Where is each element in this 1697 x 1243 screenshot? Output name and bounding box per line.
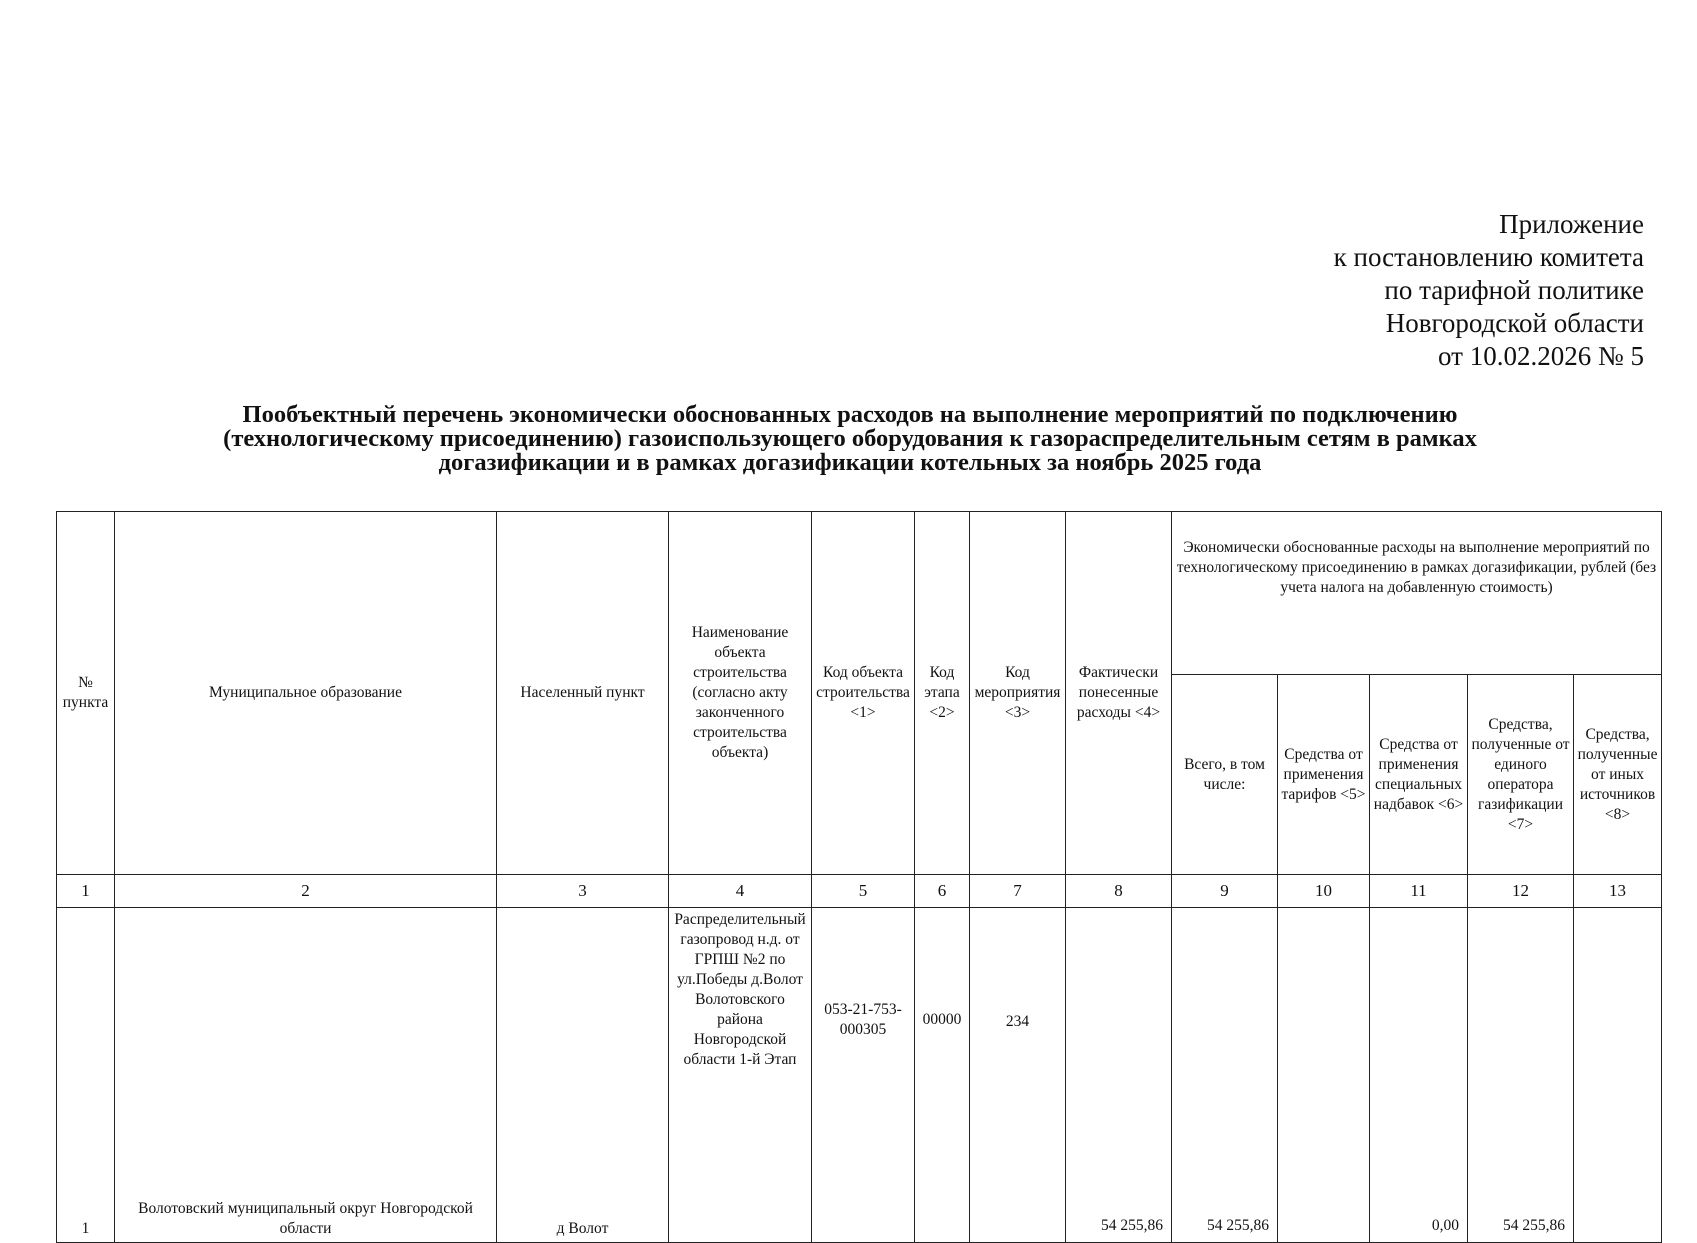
header-group-expenses: Экономически обоснованные расходы на выполнение мероприятий по технологическому присоединению в рамках догазификации, рублей (без учета налога на добавленную стоимость) (1172, 512, 1662, 675)
header-object-code: Код объекта строительства <1> (812, 512, 915, 875)
column-number: 9 (1172, 875, 1278, 908)
header-municipality: Муниципальное образование (115, 512, 497, 875)
appendix-header (1334, 208, 1644, 373)
appendix-date-line: от 10.02.2026 № 5 (1438, 341, 1644, 371)
column-number: 13 (1574, 875, 1662, 908)
appendix-line: Новгородской области (1385, 308, 1644, 338)
header-other-sources: Средства, полученные от иных источников <8> (1574, 675, 1662, 875)
title-line: догазификации и в рамках догазификации котельных за ноябрь 2025 года (438, 449, 1262, 476)
column-number: 2 (115, 875, 497, 908)
row-total: 54 255,86 (1172, 908, 1278, 1243)
row-single-operator: 54 255,86 (1468, 908, 1574, 1243)
column-number: 1 (57, 875, 115, 908)
title-line: Пообъектный перечень экономически обоснованных расходов на выполнение мероприятий по подключению (242, 401, 1458, 428)
header-tariffs: Средства от применения тарифов <5> (1278, 675, 1370, 875)
row-object-name: Распределительный газопровод н.д. от ГРПШ №2 по ул.Победы д.Волот Волотовского района Новгородской области 1-й Этап (669, 908, 812, 1243)
expenses-table (56, 511, 1662, 1243)
header-settlement: Населенный пункт (497, 512, 669, 875)
row-settlement: д Волот (497, 908, 669, 1243)
appendix-line: Приложение (1499, 209, 1644, 239)
row-item-number: 1 (57, 908, 115, 1243)
column-number: 4 (669, 875, 812, 908)
row-special-surcharges: 0,00 (1370, 908, 1468, 1243)
column-number: 3 (497, 875, 669, 908)
header-special-surcharges: Средства от применения специальных надбавок <6> (1370, 675, 1468, 875)
title-line: (технологическому присоединению) газоиспользующего оборудования к газораспределительным сетям в рамках (223, 425, 1477, 452)
row-municipality: Волотовский муниципальный округ Новгородской области (115, 908, 497, 1243)
header-row (57, 512, 1662, 675)
column-numbers-row (57, 875, 1662, 908)
column-number: 8 (1066, 875, 1172, 908)
column-number: 10 (1278, 875, 1370, 908)
column-number: 12 (1468, 875, 1574, 908)
row-stage-code: 00000 (915, 908, 970, 1243)
column-number: 6 (915, 875, 970, 908)
row-event-code: 234 (970, 908, 1066, 1243)
row-other-sources (1574, 908, 1662, 1243)
table-row (57, 908, 1662, 1243)
header-actual-costs: Фактически понесенные расходы <4> (1066, 512, 1172, 875)
row-tariffs (1278, 908, 1370, 1243)
column-number: 11 (1370, 875, 1468, 908)
header-object-name: Наименование объекта строительства (согласно акту законченного строительства объекта) (669, 512, 812, 875)
column-number: 7 (970, 875, 1066, 908)
header-event-code: Код мероприятия <3> (970, 512, 1066, 875)
header-item-number: № пункта (57, 512, 115, 875)
appendix-line: к постановлению комитета (1333, 242, 1644, 272)
row-actual-costs: 54 255,86 (1066, 908, 1172, 1243)
header-stage-code: Код этапа <2> (915, 512, 970, 875)
document-title (110, 403, 1590, 475)
column-number: 5 (812, 875, 915, 908)
row-object-code: 053-21-753-000305 (812, 908, 915, 1243)
header-single-operator: Средства, полученные от единого оператора газификации <7> (1468, 675, 1574, 875)
appendix-line: по тарифной политике (1384, 275, 1644, 305)
header-total: Всего, в том числе: (1172, 675, 1278, 875)
